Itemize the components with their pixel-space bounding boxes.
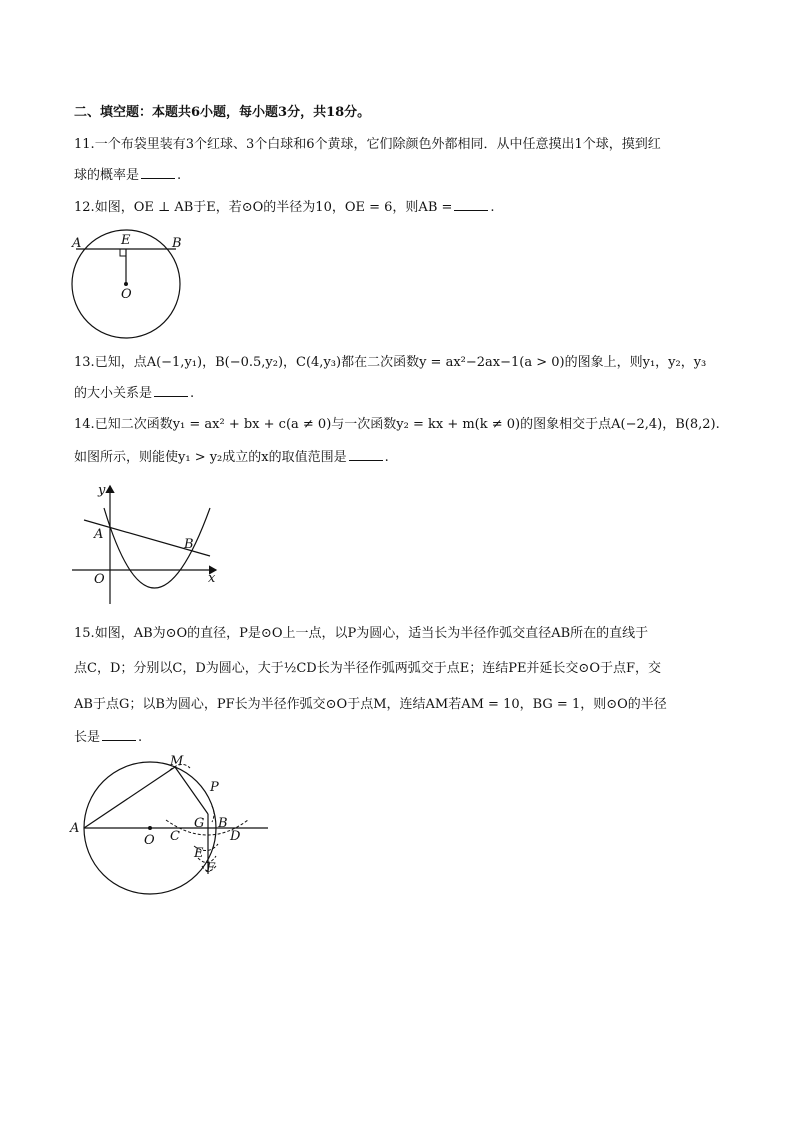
right-angle-mark	[120, 249, 126, 256]
label-p: P	[210, 780, 219, 795]
q14-tail: .	[384, 450, 389, 465]
q15-line-4	[74, 728, 142, 747]
q11-text-2: 球的概率是	[74, 168, 140, 183]
q14-text-2: 如图所示，则能使y₁ > y₂成立的x的取值范围是	[74, 450, 347, 465]
label-e: E	[194, 846, 204, 861]
segment-mp	[175, 767, 208, 814]
label-c: C	[170, 829, 180, 844]
answer-blank-q12[interactable]	[454, 198, 488, 211]
q12-line-1	[74, 198, 495, 217]
q13-text-2: 的大小关系是	[74, 386, 153, 401]
q14-line-1	[74, 416, 720, 434]
label-b: B	[172, 236, 182, 251]
answer-blank-q15[interactable]	[102, 728, 136, 741]
q13-line-2	[74, 384, 194, 403]
q14-graph-figure	[68, 478, 224, 608]
label-f: F	[206, 861, 216, 876]
q12-circle-figure	[66, 228, 190, 340]
q15-number: 15.	[74, 626, 95, 641]
q13-number: 13.	[74, 355, 95, 370]
q15-construction-figure	[66, 750, 274, 900]
q15-text-3: AB于点G；以B为圆心，PF长为半径作弧交⊙O于点M，连结AM若AM = 10，BG = 1，则⊙O的半径	[74, 697, 667, 712]
arc-p	[212, 806, 214, 822]
q15-tail: .	[138, 730, 143, 745]
q11-line-1	[74, 136, 661, 154]
center-point	[148, 826, 152, 830]
label-a: A	[70, 821, 80, 836]
q12-number: 12.	[74, 200, 95, 215]
q11-number: 11.	[74, 137, 95, 152]
label-y: y	[98, 483, 106, 498]
answer-blank-q11[interactable]	[141, 166, 175, 179]
segment-am	[84, 767, 175, 828]
q12-tail: .	[490, 200, 495, 215]
label-g: G	[194, 816, 205, 831]
answer-blank-q14[interactable]	[349, 448, 383, 461]
q13-line-1	[74, 354, 706, 372]
q13-text-1: 已知，点A(−1,y₁)，B(−0.5,y₂)，C(4,y₃)都在二次函数y = ax²−2ax−1(a > 0)的图象上，则y₁，y₂，y₃	[94, 355, 707, 370]
q15-line-2	[74, 660, 661, 678]
q14-text-1: 已知二次函数y₁ = ax² + bx + c(a ≠ 0)与一次函数y₂ = kx + m(k ≠ 0)的图象相交于点A(−2,4)，B(8,2).	[94, 417, 720, 432]
label-o: O	[144, 833, 155, 848]
label-o: O	[94, 572, 105, 587]
q12-text-1: 如图，OE ⊥ AB于E，若⊙O的半径为10，OE = 6，则AB =	[94, 200, 453, 215]
label-a: A	[72, 236, 82, 251]
q15-line-1	[74, 625, 648, 643]
label-o: O	[121, 287, 132, 302]
answer-blank-q13[interactable]	[154, 384, 188, 397]
label-a: A	[94, 527, 104, 542]
q13-tail: .	[190, 386, 195, 401]
q15-line-3	[74, 696, 667, 714]
label-e: E	[121, 233, 131, 248]
label-d: D	[230, 829, 241, 844]
q15-text-1: 如图，AB为⊙O的直径，P是⊙O上一点，以P为圆心，适当长为半径作弧交直径AB所在的直线于	[94, 626, 649, 641]
q15-text-4: 长是	[74, 730, 101, 745]
label-m: M	[170, 754, 184, 769]
section-header: 二、填空题：本题共6小题，每小题3分，共18分。	[74, 105, 371, 120]
label-b: B	[184, 537, 194, 552]
q11-line-2	[74, 166, 181, 185]
label-b: B	[218, 816, 228, 831]
q11-text-1: 一个布袋里装有3个红球、3个白球和6个黄球，它们除颜色外都相同．从中任意摸出1个球，摸到红	[94, 137, 661, 152]
q14-number: 14.	[74, 417, 95, 432]
center-point	[124, 282, 128, 286]
q15-text-2: 点C，D；分别以C，D为圆心，大于½CD长为半径作弧两弧交于点E；连结PE并延长交⊙O于点F，交	[74, 661, 662, 676]
parabola-y1	[104, 508, 210, 588]
label-x: x	[208, 571, 216, 586]
q11-tail: .	[177, 168, 182, 183]
q14-line-2	[74, 448, 389, 467]
